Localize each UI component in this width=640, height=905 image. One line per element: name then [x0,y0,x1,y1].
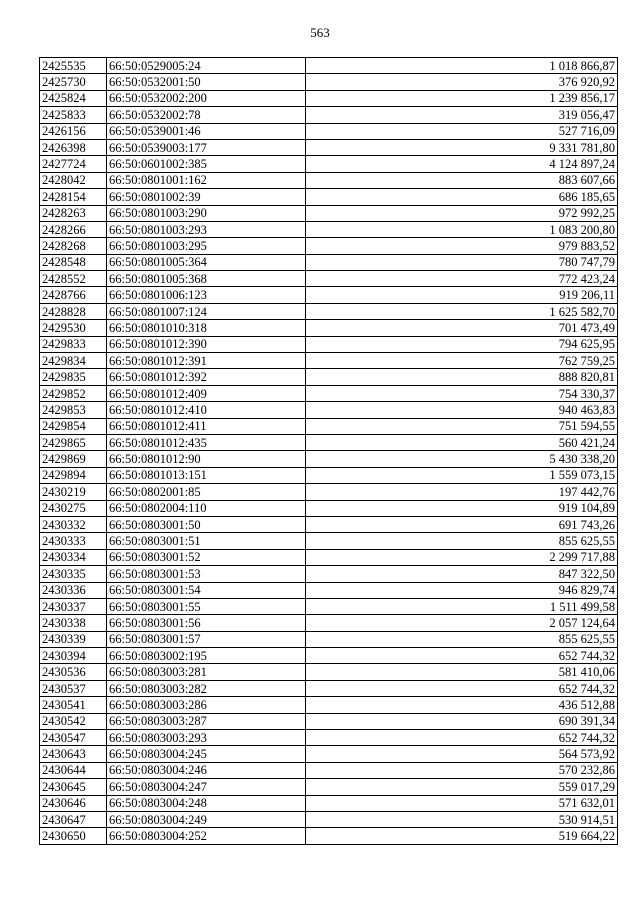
cadastral-value-cell: 652 744,32 [306,730,618,746]
row-id-cell: 2425833 [40,107,107,123]
cadastral-number-cell: 66:50:0801005:368 [107,271,306,287]
cadastral-value-cell: 690 391,34 [306,713,618,729]
cadastral-value-cell: 527 716,09 [306,123,618,139]
row-id-cell: 2429865 [40,434,107,450]
cadastral-number-cell: 66:50:0801003:293 [107,221,306,237]
row-id-cell: 2429869 [40,451,107,467]
cadastral-number-cell: 66:50:0803004:248 [107,795,306,811]
cadastral-number-cell: 66:50:0803004:246 [107,762,306,778]
cadastral-number-cell: 66:50:0803001:57 [107,631,306,647]
table-row [40,680,618,696]
cadastral-number-cell: 66:50:0539003:177 [107,139,306,155]
cadastral-number-cell: 66:50:0801012:392 [107,369,306,385]
cadastral-number-cell: 66:50:0801001:162 [107,172,306,188]
table-row [40,566,618,582]
cadastral-number-cell: 66:50:0803003:293 [107,730,306,746]
cadastral-number-cell: 66:50:0801006:123 [107,287,306,303]
table-row [40,402,618,418]
cadastral-number-cell: 66:50:0801012:90 [107,451,306,467]
table-row [40,533,618,549]
table-row [40,828,618,844]
cadastral-value-cell: 794 625,95 [306,336,618,352]
cadastral-number-cell: 66:50:0803003:281 [107,664,306,680]
cadastral-number-cell: 66:50:0802001:85 [107,484,306,500]
row-id-cell: 2430547 [40,730,107,746]
cadastral-value-cell: 2 057 124,64 [306,615,618,631]
cadastral-value-cell: 780 747,79 [306,254,618,270]
table-row [40,156,618,172]
row-id-cell: 2430645 [40,779,107,795]
row-id-cell: 2429835 [40,369,107,385]
cadastral-value-cell: 197 442,76 [306,484,618,500]
table-row [40,615,618,631]
table-row [40,746,618,762]
row-id-cell: 2430275 [40,500,107,516]
row-id-cell: 2430643 [40,746,107,762]
table-row [40,221,618,237]
table-row [40,107,618,123]
cadastral-number-cell: 66:50:0801012:391 [107,353,306,369]
cadastral-number-cell: 66:50:0803001:54 [107,582,306,598]
table-row [40,385,618,401]
cadastral-value-cell: 570 232,86 [306,762,618,778]
cadastral-value-cell: 519 664,22 [306,828,618,844]
cadastral-number-cell: 66:50:0803001:53 [107,566,306,582]
table-row [40,303,618,319]
cadastral-value-cell: 855 625,55 [306,533,618,549]
cadastral-number-cell: 66:50:0803004:249 [107,811,306,827]
cadastral-value-cell: 1 559 073,15 [306,467,618,483]
row-id-cell: 2428268 [40,238,107,254]
table-row [40,254,618,270]
table-row [40,336,618,352]
table-row [40,74,618,90]
cadastral-number-cell: 66:50:0802004:110 [107,500,306,516]
row-id-cell: 2430542 [40,713,107,729]
cadastral-value-cell: 701 473,49 [306,320,618,336]
cadastral-number-cell: 66:50:0801012:435 [107,434,306,450]
table-row [40,418,618,434]
table-row [40,58,618,74]
row-id-cell: 2430644 [40,762,107,778]
row-id-cell: 2428266 [40,221,107,237]
cadastral-value-cell: 1 083 200,80 [306,221,618,237]
cadastral-value-cell: 847 322,50 [306,566,618,582]
table-row [40,779,618,795]
row-id-cell: 2426156 [40,123,107,139]
cadastral-value-cell: 1 625 582,70 [306,303,618,319]
table-row [40,582,618,598]
cadastral-number-cell: 66:50:0532002:200 [107,90,306,106]
cadastral-value-cell: 1 511 499,58 [306,598,618,614]
row-id-cell: 2428828 [40,303,107,319]
table-row [40,713,618,729]
row-id-cell: 2430336 [40,582,107,598]
cadastral-value-cell: 754 330,37 [306,385,618,401]
table-row [40,271,618,287]
row-id-cell: 2428263 [40,205,107,221]
cadastral-value-cell: 919 104,89 [306,500,618,516]
row-id-cell: 2429833 [40,336,107,352]
cadastral-number-cell: 66:50:0803001:56 [107,615,306,631]
row-id-cell: 2430537 [40,680,107,696]
cadastral-value-cell: 751 594,55 [306,418,618,434]
cadastral-number-cell: 66:50:0803002:195 [107,648,306,664]
table-row [40,500,618,516]
cadastral-value-cell: 559 017,29 [306,779,618,795]
table-row [40,516,618,532]
cadastral-value-cell: 772 423,24 [306,271,618,287]
cadastral-number-cell: 66:50:0532001:50 [107,74,306,90]
cadastral-value-cell: 855 625,55 [306,631,618,647]
cadastral-value-cell: 560 421,24 [306,434,618,450]
cadastral-value-cell: 530 914,51 [306,811,618,827]
cadastral-number-cell: 66:50:0801012:390 [107,336,306,352]
cadastral-number-cell: 66:50:0801002:39 [107,189,306,205]
row-id-cell: 2428548 [40,254,107,270]
cadastral-number-cell: 66:50:0801013:151 [107,467,306,483]
table-row [40,353,618,369]
table-row [40,434,618,450]
cadastral-value-cell: 940 463,83 [306,402,618,418]
cadastral-number-cell: 66:50:0803004:247 [107,779,306,795]
cadastral-value-cell: 652 744,32 [306,680,618,696]
table-row [40,123,618,139]
row-id-cell: 2425535 [40,58,107,74]
table-row [40,730,618,746]
row-id-cell: 2428766 [40,287,107,303]
cadastral-value-cell: 4 124 897,24 [306,156,618,172]
cadastral-value-cell: 979 883,52 [306,238,618,254]
table-row [40,648,618,664]
row-id-cell: 2427724 [40,156,107,172]
cadastral-value-cell: 1 239 856,17 [306,90,618,106]
cadastral-number-cell: 66:50:0801003:290 [107,205,306,221]
cadastral-value-cell: 1 018 866,87 [306,58,618,74]
cadastral-number-cell: 66:50:0801012:410 [107,402,306,418]
table-row [40,811,618,827]
cadastral-number-cell: 66:50:0532002:78 [107,107,306,123]
table-row [40,467,618,483]
cadastral-number-cell: 66:50:0803004:245 [107,746,306,762]
row-id-cell: 2430541 [40,697,107,713]
cadastral-value-cell: 571 632,01 [306,795,618,811]
cadastral-value-cell: 686 185,65 [306,189,618,205]
cadastral-value-cell: 883 607,66 [306,172,618,188]
cadastral-number-cell: 66:50:0801010:318 [107,320,306,336]
table-row [40,795,618,811]
row-id-cell: 2429852 [40,385,107,401]
cadastral-value-cell: 581 410,06 [306,664,618,680]
table-row [40,762,618,778]
row-id-cell: 2430337 [40,598,107,614]
cadastral-number-cell: 66:50:0803003:286 [107,697,306,713]
table-row [40,139,618,155]
row-id-cell: 2430335 [40,566,107,582]
table-row [40,205,618,221]
cadastral-number-cell: 66:50:0803004:252 [107,828,306,844]
cadastral-value-cell: 691 743,26 [306,516,618,532]
cadastral-value-cell: 564 573,92 [306,746,618,762]
table-row [40,451,618,467]
row-id-cell: 2428042 [40,172,107,188]
cadastral-number-cell: 66:50:0801012:411 [107,418,306,434]
cadastral-value-cell: 5 430 338,20 [306,451,618,467]
row-id-cell: 2430394 [40,648,107,664]
table-row [40,369,618,385]
cadastral-value-cell: 888 820,81 [306,369,618,385]
row-id-cell: 2430334 [40,549,107,565]
row-id-cell: 2430219 [40,484,107,500]
table-row [40,549,618,565]
row-id-cell: 2430536 [40,664,107,680]
row-id-cell: 2426398 [40,139,107,155]
row-id-cell: 2430333 [40,533,107,549]
cadastral-number-cell: 66:50:0801012:409 [107,385,306,401]
table-row [40,238,618,254]
page-number: 563 [310,25,330,40]
row-id-cell: 2428552 [40,271,107,287]
table-row [40,320,618,336]
row-id-cell: 2430332 [40,516,107,532]
table-row [40,631,618,647]
row-id-cell: 2428154 [40,189,107,205]
cadastral-number-cell: 66:50:0601002:385 [107,156,306,172]
row-id-cell: 2425730 [40,74,107,90]
cadastral-number-cell: 66:50:0529005:24 [107,58,306,74]
cadastral-value-cell: 652 744,32 [306,648,618,664]
cadastral-number-cell: 66:50:0803001:55 [107,598,306,614]
row-id-cell: 2429894 [40,467,107,483]
table-row [40,287,618,303]
cadastral-number-cell: 66:50:0801003:295 [107,238,306,254]
cadastral-value-cell: 762 759,25 [306,353,618,369]
table-row [40,697,618,713]
cadastral-number-cell: 66:50:0803001:51 [107,533,306,549]
table-body [40,58,618,845]
cadastral-number-cell: 66:50:0801007:124 [107,303,306,319]
table-row [40,598,618,614]
cadastral-value-cell: 2 299 717,88 [306,549,618,565]
cadastral-number-cell: 66:50:0801005:364 [107,254,306,270]
cadastral-value-table [39,57,618,845]
cadastral-value-cell: 919 206,11 [306,287,618,303]
cadastral-value-cell: 9 331 781,80 [306,139,618,155]
row-id-cell: 2430650 [40,828,107,844]
row-id-cell: 2429834 [40,353,107,369]
row-id-cell: 2430338 [40,615,107,631]
table-row [40,189,618,205]
cadastral-value-cell: 972 992,25 [306,205,618,221]
table-row [40,90,618,106]
cadastral-number-cell: 66:50:0803003:282 [107,680,306,696]
row-id-cell: 2425824 [40,90,107,106]
cadastral-number-cell: 66:50:0539001:46 [107,123,306,139]
row-id-cell: 2429530 [40,320,107,336]
cadastral-value-cell: 436 512,88 [306,697,618,713]
cadastral-value-cell: 376 920,92 [306,74,618,90]
table-row [40,484,618,500]
row-id-cell: 2429854 [40,418,107,434]
row-id-cell: 2430339 [40,631,107,647]
row-id-cell: 2429853 [40,402,107,418]
row-id-cell: 2430646 [40,795,107,811]
cadastral-value-cell: 946 829,74 [306,582,618,598]
cadastral-number-cell: 66:50:0803001:50 [107,516,306,532]
row-id-cell: 2430647 [40,811,107,827]
table-row [40,664,618,680]
cadastral-value-cell: 319 056,47 [306,107,618,123]
table-row [40,172,618,188]
cadastral-number-cell: 66:50:0803001:52 [107,549,306,565]
cadastral-number-cell: 66:50:0803003:287 [107,713,306,729]
